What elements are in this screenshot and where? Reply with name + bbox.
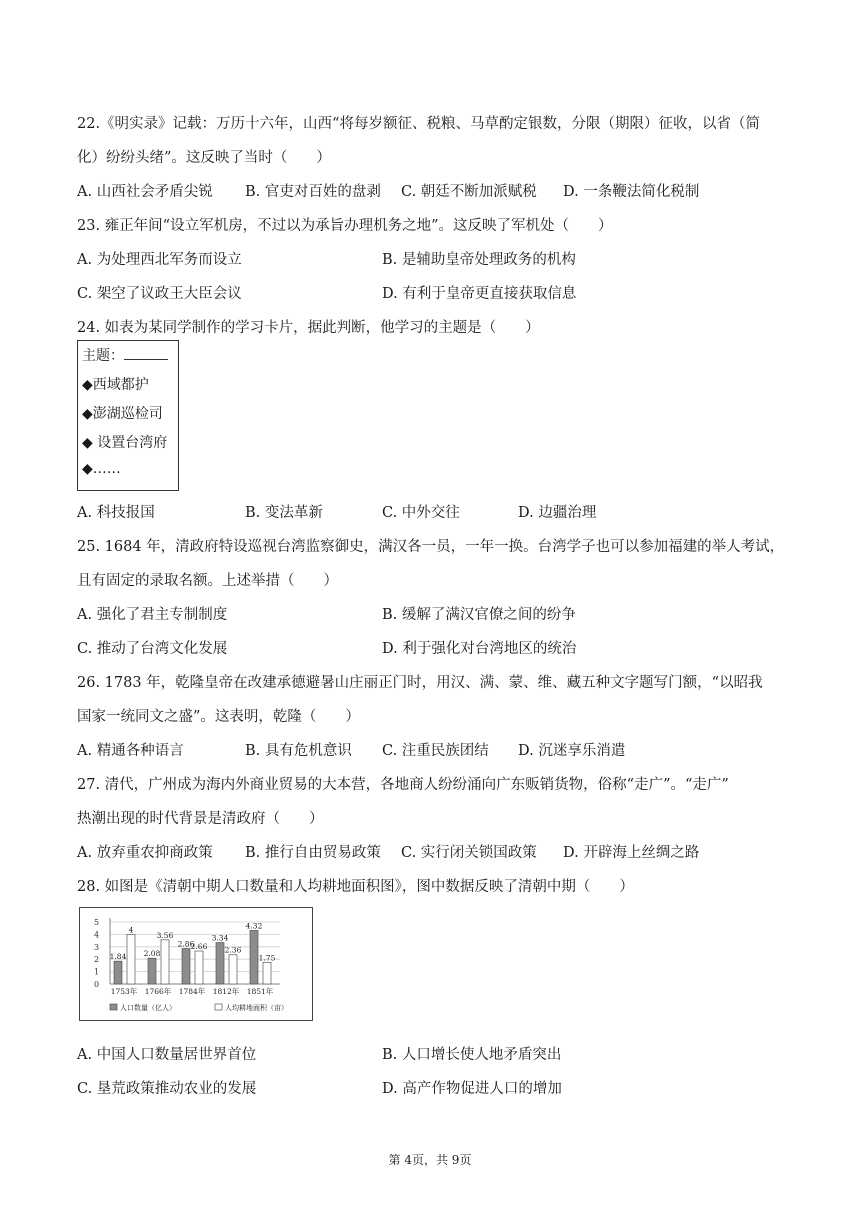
x-tick-label: 1784年 xyxy=(178,987,206,996)
q25-option-c: C. 推动了台湾文化发展 xyxy=(77,641,228,657)
y-tick-label: 0 xyxy=(94,980,100,989)
bar xyxy=(195,951,203,984)
q24-option-a: A. 科技报国 xyxy=(77,505,155,521)
q22-option-b: B. 官吏对百姓的盘剥 xyxy=(245,184,381,200)
q23-option-a: A. 为处理西北军务而设立 xyxy=(77,252,242,268)
q22-option-a: A. 山西社会矛盾尖锐 xyxy=(77,184,213,200)
data-label: 1.84 xyxy=(109,952,127,962)
data-label: 2.86 xyxy=(177,939,195,949)
q24-stem: 24. 如表为某同学制作的学习卡片，据此判断，他学习的主题是（ ） xyxy=(77,320,540,336)
q28-option-a: A. 中国人口数量居世界首位 xyxy=(77,1047,257,1063)
q26-stem-line2: 国家一统同文之盛”。这表明，乾隆（ ） xyxy=(77,709,360,725)
q27-option-a: A. 放弃重农抑商政策 xyxy=(77,845,213,861)
q22-stem-line1: 22.《明实录》记载：万历十六年，山西“将每岁额征、税粮、马草酌定银数，分限（期限）征收，以省（简 xyxy=(77,116,760,132)
legend-label: 人均耕地面积（亩） xyxy=(225,1004,288,1012)
data-label: 4.32 xyxy=(245,921,263,931)
q27-option-d: D. 开辟海上丝绸之路 xyxy=(563,845,700,861)
q22-stem-line2: 化）纷纷头绪”。这反映了当时（ ） xyxy=(77,150,331,166)
study-card xyxy=(77,340,179,491)
q24-option-c: C. 中外交往 xyxy=(382,505,460,521)
study-card-title: 主题： xyxy=(82,345,168,365)
legend-swatch xyxy=(110,1004,117,1010)
x-tick-label: 1851年 xyxy=(246,987,274,996)
data-label: 3.56 xyxy=(156,930,174,940)
q23-option-b: B. 是辅助皇帝处理政务的机构 xyxy=(382,252,576,268)
q26-stem-line1: 26. 1783 年，乾隆皇帝在改建承德避暑山庄丽正门时，用汉、满、蒙、维、藏五种文字题写门额，“以昭我 xyxy=(77,675,763,691)
q27-stem-line1: 27. 清代，广州成为海内外商业贸易的大本营，各地商人纷纷涌向广东贩销货物，俗称“走广”。“走广” xyxy=(77,777,729,793)
study-card-item: ◆…… xyxy=(82,461,121,477)
q26-option-d: D. 沉迷享乐消遣 xyxy=(518,743,626,759)
bar xyxy=(216,943,224,984)
q25-option-d: D. 利于强化对台湾地区的统治 xyxy=(382,641,577,657)
bar xyxy=(263,962,271,984)
q22-option-d: D. 一条鞭法简化税制 xyxy=(563,184,700,200)
bar xyxy=(229,955,237,984)
q26-option-a: A. 精通各种语言 xyxy=(77,743,184,759)
data-label: 2.08 xyxy=(143,949,161,959)
q23-option-d: D. 有利于皇帝更直接获取信息 xyxy=(382,286,577,302)
bar xyxy=(161,940,169,984)
q27-option-c: C. 实行闭关锁国政策 xyxy=(401,845,537,861)
bar xyxy=(148,958,156,984)
y-tick-label: 2 xyxy=(94,955,100,965)
q28-option-d: D. 高产作物促进人口的增加 xyxy=(382,1081,562,1097)
data-label: 1.75 xyxy=(258,953,276,963)
population-chart-svg xyxy=(80,908,312,1020)
q27-option-b: B. 推行自由贸易政策 xyxy=(245,845,381,861)
q23-stem: 23. 雍正年间“设立军机房，不过以为承旨办理机务之地”。这反映了军机处（ ） xyxy=(77,218,613,234)
q25-option-a: A. 强化了君主专制制度 xyxy=(77,607,228,623)
x-tick-label: 1812年 xyxy=(212,987,240,996)
x-tick-label: 1766年 xyxy=(144,987,172,996)
bar xyxy=(114,961,122,984)
q25-option-b: B. 缓解了满汉官僚之间的纷争 xyxy=(382,607,576,623)
data-label: 4 xyxy=(128,925,134,935)
q26-option-c: C. 注重民族团结 xyxy=(382,743,489,759)
q28-option-c: C. 垦荒政策推动农业的发展 xyxy=(77,1081,257,1097)
q28-option-b: B. 人口增长使人地矛盾突出 xyxy=(382,1047,562,1063)
bar xyxy=(127,934,135,984)
q22-option-c: C. 朝廷不断加派赋税 xyxy=(401,184,537,200)
q24-option-d: D. 边疆治理 xyxy=(518,505,597,521)
data-label: 2.36 xyxy=(224,945,242,955)
y-tick-label: 1 xyxy=(94,967,100,977)
legend-swatch xyxy=(215,1004,222,1010)
study-card-item: ◆澎湖巡检司 xyxy=(82,406,163,422)
q27-stem-line2: 热潮出现的时代背景是清政府（ ） xyxy=(77,811,324,827)
page-footer: 第 4页，共 9页 xyxy=(388,1153,472,1167)
study-card-item: ◆西域都护 xyxy=(82,377,149,393)
q25-stem-line1: 25. 1684 年，清政府特设巡视台湾监察御史，满汉各一员，一年一换。台湾学子也可以参加福建的举人考试， xyxy=(77,539,785,555)
x-tick-label: 1753年 xyxy=(110,987,138,996)
q28-stem: 28. 如图是《清朝中期人口数量和人均耕地面积图》，图中数据反映了清朝中期（ ） xyxy=(77,879,634,895)
population-chart xyxy=(79,907,313,1021)
q26-option-b: B. 具有危机意识 xyxy=(245,743,352,759)
q25-stem-line2: 且有固定的录取名额。上述举措（ ） xyxy=(77,573,338,589)
legend-label: 人口数量（亿人） xyxy=(120,1004,176,1012)
data-label: 2.66 xyxy=(190,942,208,952)
bar xyxy=(250,930,258,984)
q23-option-c: C. 架空了议政王大臣会议 xyxy=(77,286,242,302)
study-card-item: ◆ 设置台湾府 xyxy=(82,435,168,451)
bar xyxy=(182,949,190,984)
topic-blank xyxy=(124,348,168,360)
data-label: 3.34 xyxy=(211,933,229,943)
q24-option-b: B. 变法革新 xyxy=(245,505,323,521)
y-tick-label: 4 xyxy=(94,930,100,940)
y-tick-label: 5 xyxy=(94,918,100,927)
y-tick-label: 3 xyxy=(94,942,100,952)
